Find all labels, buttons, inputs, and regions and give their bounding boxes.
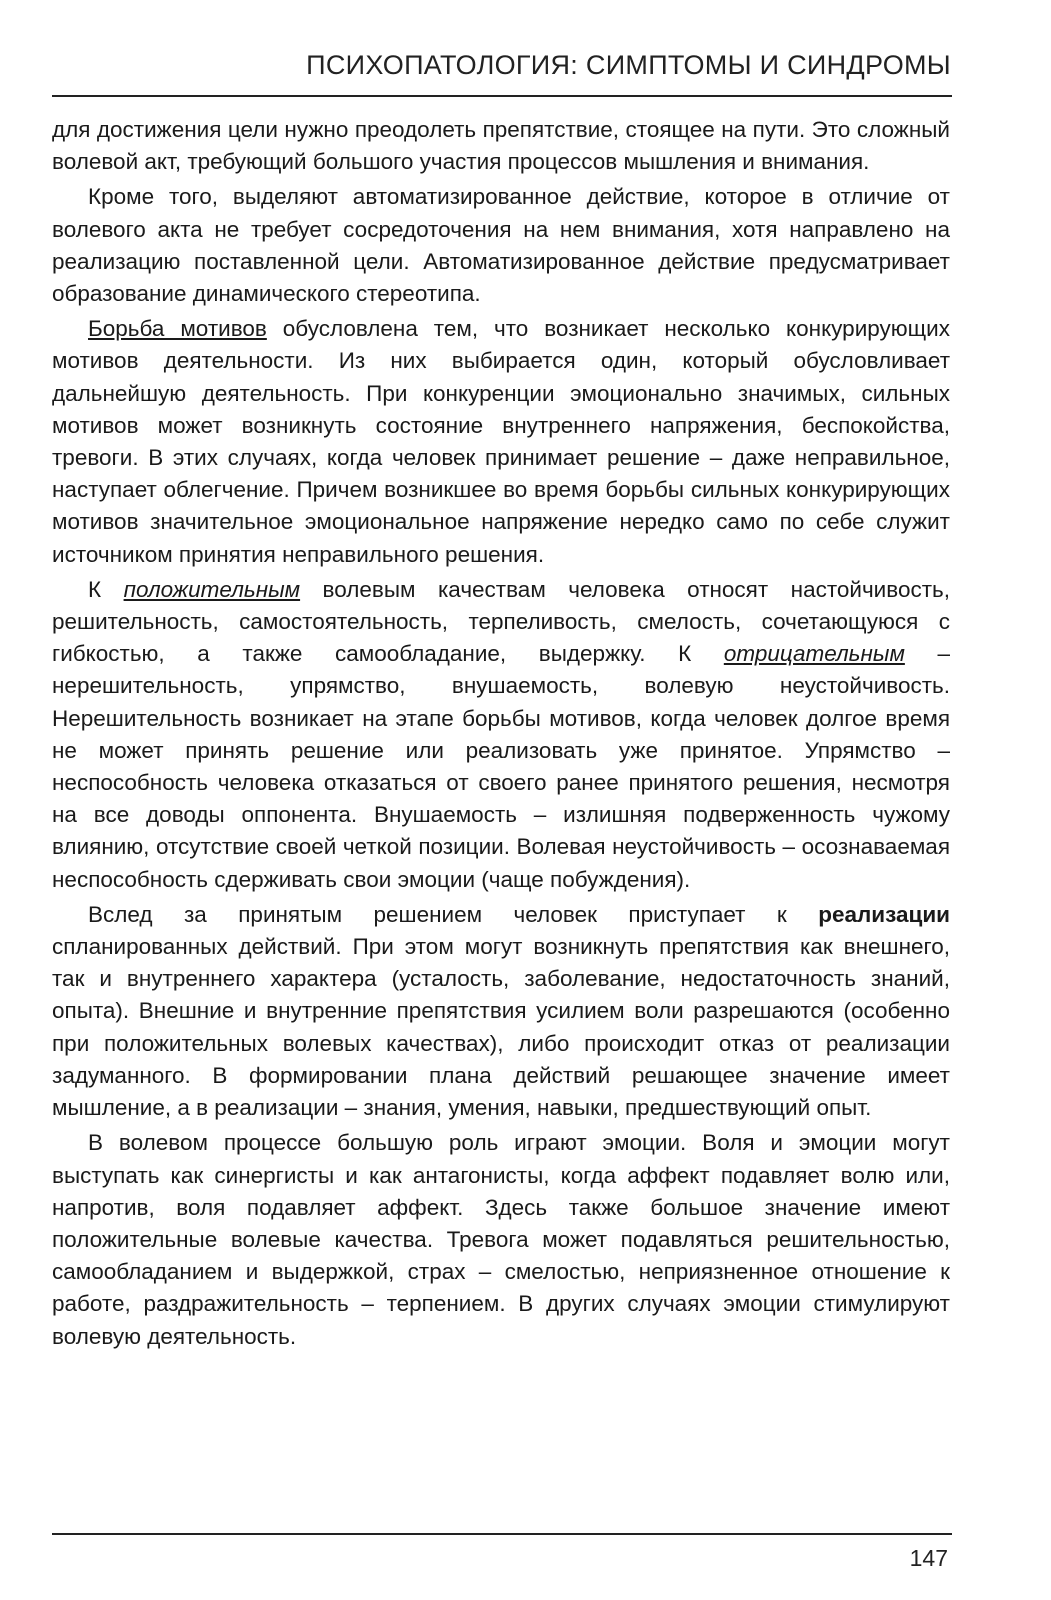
- paragraph-2: Кроме того, выделяют автоматизированное действие, которое в отличие от волевого акта не требует сосредоточения на нем внимания, хотя направлено на реализацию поставленной цели. Автоматизированное действие предусматривает образование динамического стереотипа.: [52, 184, 950, 307]
- header-rule: [52, 95, 952, 97]
- paragraph-3-text: обусловлена тем, что возникает несколько конкурирующих мотивов деятельности. Из них выбирается один, который обусловливает дальнейшую деятельность. При конкуренции эмоционально значимых, сильных мотивов может возникнуть состояние внутреннего напряжения, беспокойства, тревоги. В этих случаях, когда человек принимает решение – даже неправильное, наступает облегчение. Причем возникшее во время борьбы сильных конкурирующих мотивов значительное эмоциональное напряжение нередко само по себе служит источником принятия неправильного решения.: [52, 316, 950, 567]
- paragraph-4: [52, 574, 950, 896]
- term-motive-struggle: Борьба мотивов: [88, 316, 267, 342]
- page-number: 147: [909, 1545, 948, 1571]
- paragraph-5: [52, 899, 950, 1124]
- paragraph-6: В волевом процессе большую роль играют эмоции. Воля и эмоции могут выступать как синергисты и как антагонисты, когда аффект подавляет волю или, напротив, воля подавляет аффект. Здесь также большое значение имеют положительные волевые качества. Тревога может подавляться решительностью, самообладанием и выдержкой, страх – смелостью, неприязненное отношение к работе, раздражительность – терпением. В других случаях эмоции стимулируют волевую деятельность.: [52, 1130, 950, 1349]
- paragraph-4-text-c: – нерешительность, упрямство, внушаемость, волевую неустойчивость. Нерешительность возникает на этапе борьбы мотивов, когда человек долгое время не может принять решение или реализовать уже принятое. Упрямство – неспособность человека отказаться от своего ранее принятого решения, несмотря на все доводы оппонента. Внушаемость – излишняя подверженность чужому влиянию, отсутствие своей четкой позиции. Волевая неустойчивость – осознаваемая неспособность сдерживать свои эмоции (чаще побуждения).: [52, 641, 951, 892]
- paragraph-1: для достижения цели нужно преодолеть препятствие, стоящее на пути. Это сложный волевой акт, требующий большого участия процессов мышления и внимания.: [52, 117, 950, 175]
- paragraph-4-text-a: К: [88, 576, 124, 602]
- paragraph-4-text-b: волевым качествам человека относят настойчивость, решительность, самостоятельность, терпеливость, смелость, сочетающуюся с гибкостью, а также самообладание, выдержку. К: [52, 576, 950, 667]
- term-positive: положительным: [123, 576, 301, 602]
- term-negative: отрицательным: [723, 641, 905, 667]
- paragraph-5-text-b: спланированных действий. При этом могут возникнуть препятствия как внешнего, так и внутреннего характера (усталость, заболевание, недостаточность знаний, опыта). Внешние и внутренние препятствия усилием воли разрешаются (особенно при положительных волевых качествах), либо происходит отказ от реализации задуманного. В формировании плана действий решающее значение имеет мышление, а в реализации – знания, умения, навыки, предшествующий опыт.: [52, 934, 950, 1121]
- footer-rule: [52, 1533, 952, 1535]
- paragraph-3: [52, 313, 950, 571]
- paragraph-5-text-a: Вслед за принятым решением человек приступает к: [88, 901, 819, 927]
- running-title: ПСИХОПАТОЛОГИЯ: СИМПТОМЫ И СИНДРОМЫ: [306, 50, 951, 80]
- page-body: [52, 114, 950, 1356]
- term-realization: реализации: [818, 901, 950, 927]
